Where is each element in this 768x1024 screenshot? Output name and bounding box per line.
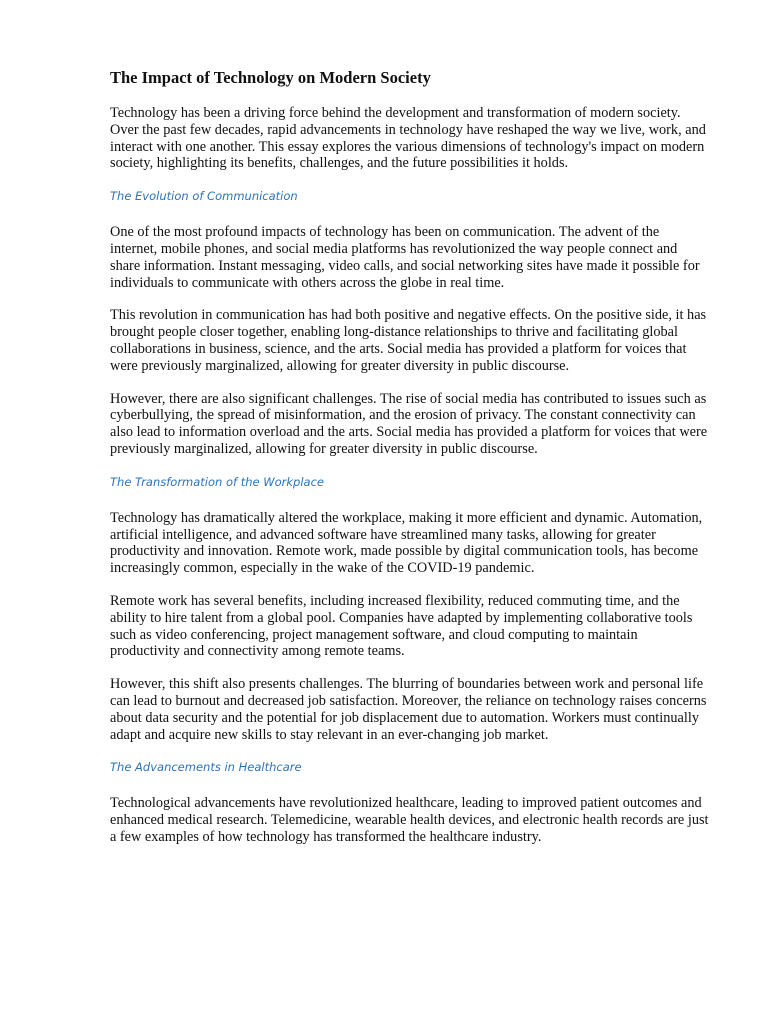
- section-heading: The Transformation of the Workplace: [110, 474, 324, 489]
- section-paragraph: One of the most profound impacts of technology has been on communication. The advent of the internet, mobile phones, and social media platforms has revolutionized the way people connect and share information. Instant messaging, video calls, and social networking sites have made it possible for individuals to communicate with others across the globe in real time.: [110, 224, 700, 291]
- document-page: [110, 68, 710, 862]
- section-paragraph: Technological advancements have revolutionized healthcare, leading to improved patient outcomes and enhanced medical research. Telemedicine, wearable health devices, and electronic health records are just a few examples of how technology has transformed the healthcare industry.: [110, 795, 709, 845]
- section-paragraph: However, this shift also presents challenges. The blurring of boundaries between work and personal life can lead to burnout and decreased job satisfaction. Moreover, the reliance on technology raises concerns about data security and the potential for job displacement due to automation. Workers must continually adapt and acquire new skills to stay relevant in an ever-changing job market.: [110, 676, 707, 743]
- section-workplace: [110, 474, 710, 744]
- section-healthcare: [110, 759, 710, 845]
- intro-paragraph: Technology has been a driving force behind the development and transformation of modern society. Over the past few decades, rapid advancements in technology have reshaped the way we live, work, and interact with one another. This essay explores the various dimensions of technology's impact on modern society, highlighting its benefits, challenges, and the future possibilities it holds.: [110, 105, 706, 172]
- section-heading: The Evolution of Communication: [110, 189, 298, 204]
- section-paragraph: Remote work has several benefits, including increased flexibility, reduced commuting time, and the ability to hire talent from a global pool. Companies have adapted by implementing collaborative tools such as video conferencing, project management software, and cloud computing to maintain productivity and connectivity among remote teams.: [110, 592, 693, 660]
- document-title: The Impact of Technology on Modern Society: [110, 68, 431, 87]
- section-paragraph: This revolution in communication has had both positive and negative effects. On the positive side, it has brought people closer together, enabling long-distance relationships to thrive and facilitating global collaborations in business, science, and the arts. Social media has provided a platform for voices that were previously marginalized, allowing for greater diversity in public discourse.: [110, 307, 707, 374]
- section-paragraph: Technology has dramatically altered the workplace, making it more efficient and dynamic. Automation, artificial intelligence, and advanced software have streamlined many tasks, allowing for greater productivity and innovation. Remote work, made possible by digital communication tools, has become increasingly common, especially in the wake of the COVID-19 pandemic.: [110, 509, 703, 577]
- section-heading: The Advancements in Healthcare: [110, 760, 302, 775]
- section-paragraph: However, there are also significant challenges. The rise of social media has contributed to issues such as cyberbullying, the spread of misinformation, and the erosion of privacy. The constant connectivity can also lead to information overload and the arts. Social media has provided a platform for voices that were previously marginalized, allowing for greater diversity in public discourse.: [110, 390, 708, 457]
- section-communication: [110, 188, 710, 458]
